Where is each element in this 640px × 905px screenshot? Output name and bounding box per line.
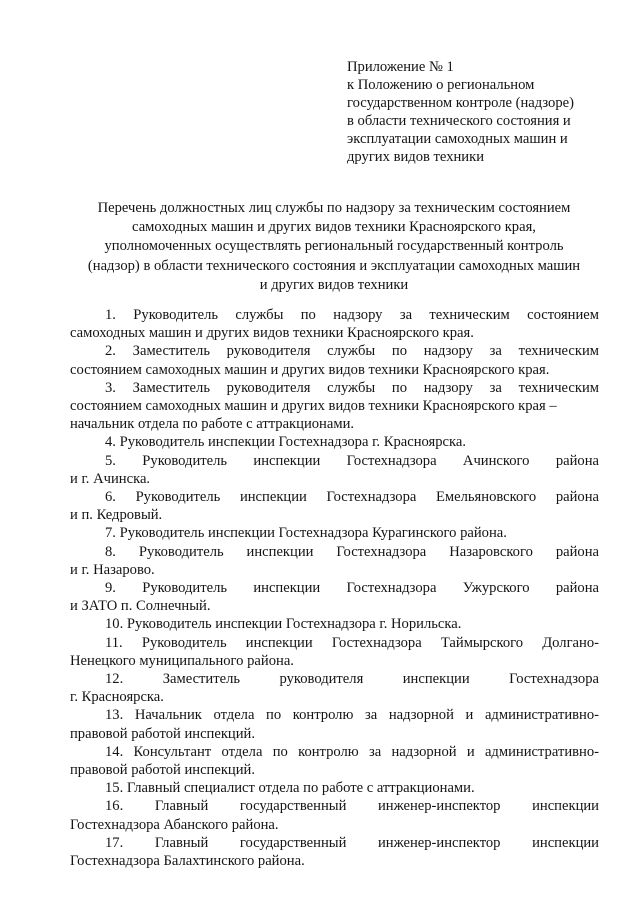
list-item-continuation: и ЗАТО п. Солнечный. xyxy=(70,598,211,615)
title-line: самоходных машин и других видов техники Красноярского края, xyxy=(132,219,536,236)
list-item: 11. Руководитель инспекции Гостехнадзора Таймырского Долгано- xyxy=(105,634,599,651)
list-item-continuation: г. Красноярска. xyxy=(70,689,164,706)
list-item: 13. Начальник отдела по контролю за надзорной и административно- xyxy=(105,707,599,724)
list-item-continuation: и г. Назарово. xyxy=(70,561,155,578)
list-item: 2. Заместитель руководителя службы по надзору за техническим xyxy=(105,343,599,360)
appendix-header xyxy=(347,58,617,166)
title-line: (надзор) в области технического состояния и эксплуатации самоходных машин xyxy=(87,257,581,274)
officials-list xyxy=(70,306,599,870)
list-item: 12. Заместитель руководителя инспекции Гостехнадзора xyxy=(105,671,599,688)
title-line: и других видов техники xyxy=(259,276,409,293)
appendix-line: эксплуатации самоходных машин и xyxy=(347,131,568,147)
appendix-line: к Положению о региональном xyxy=(347,77,535,93)
list-item-continuation: Ненецкого муниципального района. xyxy=(70,652,294,669)
list-item-continuation: состоянием самоходных машин и других видов техники Красноярского края. xyxy=(70,361,550,378)
list-item: 16. Главный государственный инженер-инспектор инспекции xyxy=(105,798,599,815)
title-line: Перечень должностных лиц службы по надзору за техническим состоянием xyxy=(97,200,571,216)
list-item: 8. Руководитель инспекции Гостехнадзора Назаровского района xyxy=(105,543,599,560)
list-item-continuation: Гостехнадзора Абанского района. xyxy=(70,816,279,833)
list-item-continuation: правовой работой инспекций. xyxy=(70,762,256,779)
title-line: уполномоченных осуществлять региональный государственный контроль xyxy=(104,238,564,255)
list-item-continuation: самоходных машин и других видов техники Красноярского края. xyxy=(70,325,474,342)
list-item: 5. Руководитель инспекции Гостехнадзора Ачинского района xyxy=(105,452,599,469)
list-item: 14. Консультант отдела по контролю за надзорной и административно- xyxy=(105,743,599,760)
list-item: 3. Заместитель руководителя службы по надзору за техническим xyxy=(105,379,599,396)
list-item-continuation: начальник отдела по работе с аттракционами. xyxy=(70,416,355,433)
list-item-continuation: и п. Кедровый. xyxy=(70,507,163,524)
appendix-line: в области технического состояния и xyxy=(347,113,571,129)
list-item-continuation: Гостехнадзора Балахтинского района. xyxy=(70,853,305,870)
list-item: 6. Руководитель инспекции Гостехнадзора Емельяновского района xyxy=(105,489,599,506)
list-item-continuation: состоянием самоходных машин и других видов техники Красноярского края – xyxy=(70,398,557,415)
appendix-line: других видов техники xyxy=(347,149,485,165)
list-item: 4. Руководитель инспекции Гостехнадзора г. Красноярска. xyxy=(105,434,467,451)
list-item-continuation: правовой работой инспекций. xyxy=(70,725,256,742)
list-item: 9. Руководитель инспекции Гостехнадзора Ужурского района xyxy=(105,580,599,597)
list-item-continuation: и г. Ачинска. xyxy=(70,470,151,487)
list-item: 10. Руководитель инспекции Гостехнадзора г. Норильска. xyxy=(105,616,462,633)
appendix-line: государственном контроле (надзоре) xyxy=(347,95,574,111)
appendix-line: Приложение № 1 xyxy=(347,59,454,75)
list-item: 15. Главный специалист отдела по работе с аттракционами. xyxy=(105,780,475,797)
list-item: 1. Руководитель службы по надзору за техническим состоянием xyxy=(105,307,599,323)
list-item: 7. Руководитель инспекции Гостехнадзора Курагинского района. xyxy=(105,525,507,542)
document-title xyxy=(68,199,600,295)
list-item: 17. Главный государственный инженер-инспектор инспекции xyxy=(105,834,599,851)
